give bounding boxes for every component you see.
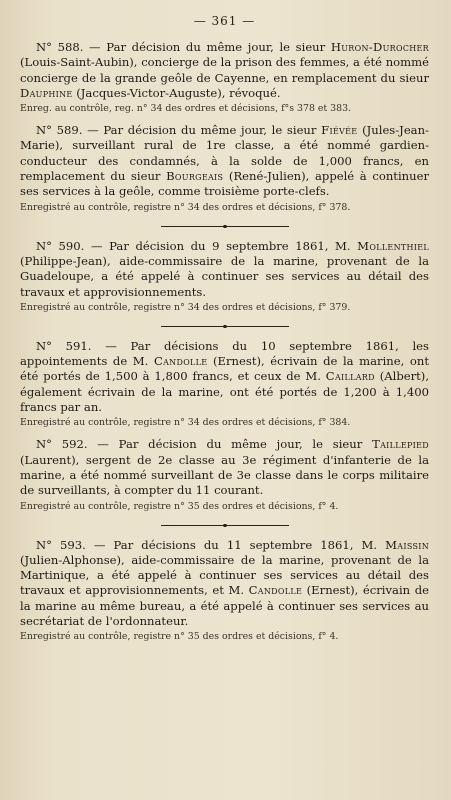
registration-note: Enregistré au contrôle, registre n° 34 des ordres et décisions, f° 379.: [20, 301, 351, 313]
person-name: Fiévée: [321, 123, 358, 138]
registration-note: Enreg. au contrôle, reg. n° 34 des ordres et décisions, f°s 378 et 383.: [20, 103, 352, 115]
page-number: — 361 —: [193, 14, 256, 28]
entry-592: [20, 437, 429, 512]
registration-note: Enregistré au contrôle, registre n° 35 des ordres et décisions, f° 4.: [20, 631, 339, 643]
text-run: (René-Julien), appelé à continuer ses services à la geôle, comme troisième porte-clefs.: [20, 169, 429, 199]
entry-593: [20, 538, 429, 644]
text-run: — Par décision du même jour, le sieur: [82, 123, 322, 138]
entry-number: N° 589.: [36, 123, 83, 138]
person-name: Caillard: [325, 369, 375, 384]
registration-note: Enregistré au contrôle, registre n° 34 des ordres et décisions, f° 384.: [20, 417, 351, 429]
text-run: — Par décision du même jour, le sieur: [83, 40, 331, 54]
text-run: (Albert), également écrivain de la marine, ont été portés de 1,200 à 1,400 francs par an.: [20, 369, 430, 415]
section-divider: [161, 226, 289, 227]
registration-note: Enregistré au contrôle, registre n° 35 des ordres et décisions, f° 4.: [20, 500, 339, 512]
text-run: (Louis-Saint-Aubin), concierge de la prison des femmes, a été nommé concierge de la grande geôle de Cayenne, en remplacement du sieur: [20, 55, 429, 85]
text-run: (Jacques-Victor-Auguste), révoqué.: [72, 85, 281, 100]
entry-text: [20, 239, 429, 300]
entry-590: [20, 239, 429, 314]
person-name: Maissin: [385, 537, 429, 552]
entry-text: [20, 339, 429, 415]
registration-note: Enregistré au contrôle, registre n° 34 des ordres et décisions, f° 378.: [20, 201, 351, 213]
person-name: Mollenthiel: [357, 238, 429, 253]
text-run: (Philippe-Jean), aide-commissaire de la marine, provenant de la Guadeloupe, a été appelé à continuer ses services au détail des travaux et approvisionnements.: [20, 253, 429, 299]
entry-number: N° 592.: [36, 437, 88, 452]
text-run: — Par décision du 9 septembre 1861, M.: [84, 238, 358, 253]
entry-number: N° 593.: [36, 537, 86, 552]
text-run: (Laurent), sergent de 2e classe au 3e régiment d'infanterie de la marine, a été nommé surveillant de 3e classe dans le corps militaire de surveillants, à compter du 11 courant.: [20, 452, 429, 498]
person-name: Huron-Durocher: [330, 40, 429, 54]
entry-591: [20, 339, 429, 429]
text-run: — Par décisions du 10 septembre 1861, les appointements de M.: [20, 338, 429, 369]
text-run: (Ernest), écrivain de la marine au même bureau, a été appelé à continuer ses services au secrétariat de l'ordonnateur.: [20, 583, 429, 629]
person-name: Bourgeais: [166, 169, 224, 184]
section-divider: [161, 326, 289, 327]
entry-text: [20, 40, 429, 101]
entry-number: N° 591.: [36, 338, 92, 353]
section-divider: [161, 525, 289, 526]
entry-text: [20, 538, 429, 630]
person-name: Taillepied: [372, 437, 429, 452]
entry-number: N° 588.: [36, 40, 84, 54]
person-name: Candolle: [153, 354, 208, 369]
text-run: — Par décisions du 11 septembre 1861, M.: [85, 537, 386, 552]
text-run: (Jules-Jean-Marie), surveillant rural de 1re classe, a été nommé gardien-conducteur des condamnés, à la solde de 1,000 francs, en remplacement du sieur: [20, 123, 429, 184]
text-run: (Ernest), écrivain de la marine, ont été portés de 1,500 à 1,800 francs, et ceux de M.: [20, 354, 429, 384]
entry-text: [20, 123, 429, 199]
text-run: (Julien-Alphonse), aide-commissaire de la marine, provenant de la Martinique, a été appelé à continuer ses services au détail des travaux et approvisionnements, et M.: [20, 552, 429, 598]
person-name: Candolle: [248, 583, 303, 598]
entry-text: [20, 437, 429, 498]
entry-588: [20, 40, 429, 115]
entry-589: [20, 123, 429, 213]
person-name: Dauphine: [20, 85, 73, 100]
entry-number: N° 590.: [36, 238, 85, 253]
text-run: — Par décision du même jour, le sieur: [87, 437, 373, 452]
